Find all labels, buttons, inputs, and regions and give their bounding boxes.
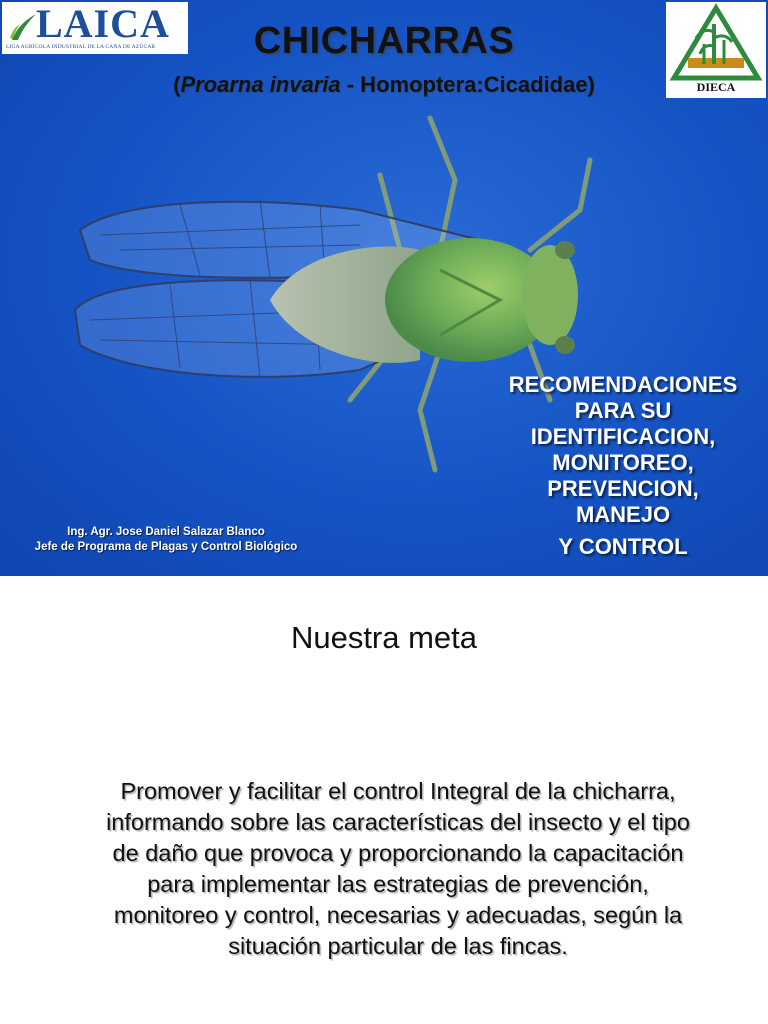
goal-line: monitoreo y control, necesarias y adecuadas, según la xyxy=(113,902,683,928)
laica-wordmark: LAICA xyxy=(36,1,170,46)
author-name: Ing. Agr. Jose Daniel Salazar Blanco xyxy=(67,526,265,538)
dieca-caption: DIECA xyxy=(696,80,736,94)
goal-line: para implementar las estrategias de prevención, xyxy=(147,871,649,897)
author-credit xyxy=(6,525,326,555)
recommendation-line: IDENTIFICACION, xyxy=(530,424,716,449)
scientific-name: Proarna invaria xyxy=(180,72,341,97)
laica-subtitle: LIGA AGRÍCOLA INDUSTRIAL DE LA CAÑA DE AZÚCAR xyxy=(6,44,156,50)
goal-line: de daño que provoca y proporcionando la capacitación xyxy=(112,840,684,866)
slide-title: CHICHARRAS xyxy=(253,20,515,62)
goal-heading: Nuestra meta xyxy=(290,620,478,655)
taxonomy: - Homoptera:Cicadidae) xyxy=(340,72,595,97)
laica-logo xyxy=(2,2,188,54)
goal-line: informando sobre las características del insecto y el tipo xyxy=(106,809,690,835)
recommendation-line: PREVENCION, xyxy=(547,476,699,501)
goal-line: situación particular de las fincas. xyxy=(228,933,568,959)
author-role: Jefe de Programa de Plagas y Control Biológico xyxy=(34,541,298,553)
recommendation-line: Y CONTROL xyxy=(558,534,688,559)
slide-subtitle xyxy=(100,72,668,98)
recommendation-line: MANEJO xyxy=(575,502,671,527)
goal-paragraph xyxy=(58,776,738,962)
recommendation-line: MONITOREO, xyxy=(552,450,694,475)
goal-line: Promover y facilitar el control Integral de la chicharra, xyxy=(120,778,676,804)
dieca-logo xyxy=(666,2,766,98)
recommendation-line: RECOMENDACIONES xyxy=(508,372,738,397)
sugarcane-leaf-icon xyxy=(6,8,40,42)
recommendations-block xyxy=(478,372,768,560)
recommendation-line: PARA SU xyxy=(574,398,672,423)
subtitle-open: ( xyxy=(173,72,181,97)
